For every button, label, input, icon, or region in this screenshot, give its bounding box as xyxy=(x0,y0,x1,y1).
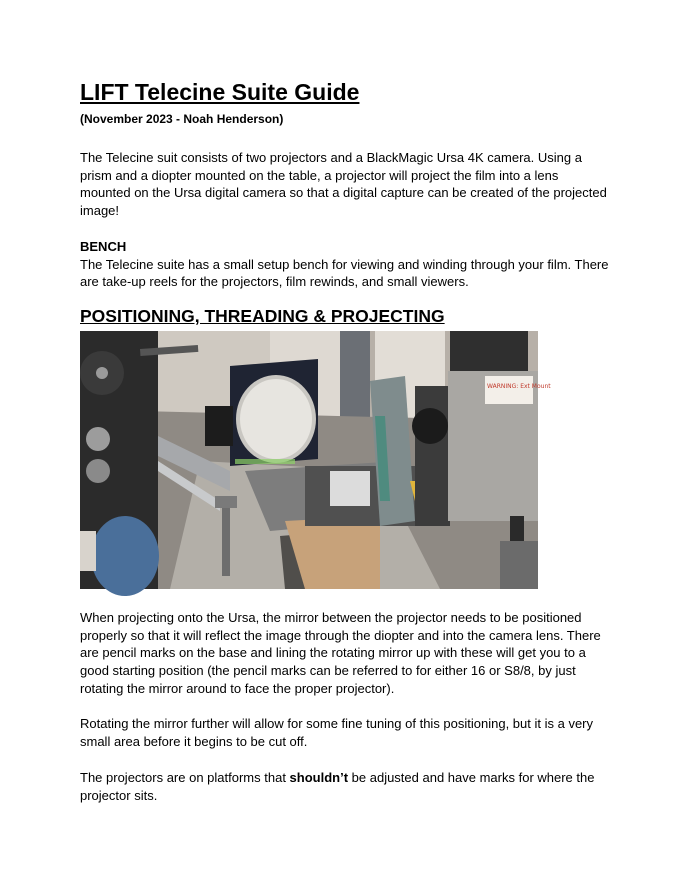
blue-tape-reel xyxy=(91,516,159,596)
warning-sticker xyxy=(485,376,533,404)
fine-tuning-paragraph: Rotating the mirror further will allow for some fine tuning of this positioning, but it is a very small area before it begins to be cut off. xyxy=(80,716,594,750)
intro-paragraph: The Telecine suit consists of two projectors and a BlackMagic Ursa 4K camera. Using a prism and a diopter mounted on the table, a projector will project the film into a lens mounted on the Ursa digital camera so that a digital capture can be created of the projected image! xyxy=(80,150,607,219)
platform-paragraph xyxy=(80,769,610,804)
mirror-positioning-paragraph: When projecting onto the Ursa, the mirror between the projector needs to be positioned properly so that it will reflect the image through the diopter and into the camera lens. There are pencil marks on the base and lining the rotating mirror up with these will get you to a good starting position (the pencil marks can be referred to for either 16 or S8/8, by just rotating the mirror around to face the proper projector). xyxy=(80,609,601,696)
positioning-section-heading: POSITIONING, THREADING & PROJECTING xyxy=(80,305,445,326)
sticker-text: WARNING: Ext Mount xyxy=(487,382,551,390)
platform-text-end: be adjusted and have marks for where the projector sits. xyxy=(80,769,595,803)
page-title: LIFT Telecine Suite Guide xyxy=(80,79,360,105)
bench-paragraph: The Telecine suite has a small setup bench for viewing and winding through your film. There are take-up reels for the projectors, film rewinds, and small viewers. xyxy=(80,256,609,290)
bench-heading: BENCH xyxy=(80,238,127,254)
author-date-subtitle: (November 2023 - Noah Henderson) xyxy=(80,112,284,126)
platform-text-start: The projectors are on platforms that xyxy=(80,769,290,785)
telecine-setup-photo xyxy=(80,331,551,589)
document-content xyxy=(80,78,610,804)
emphasis-shouldnt: shouldn’t xyxy=(289,769,349,785)
